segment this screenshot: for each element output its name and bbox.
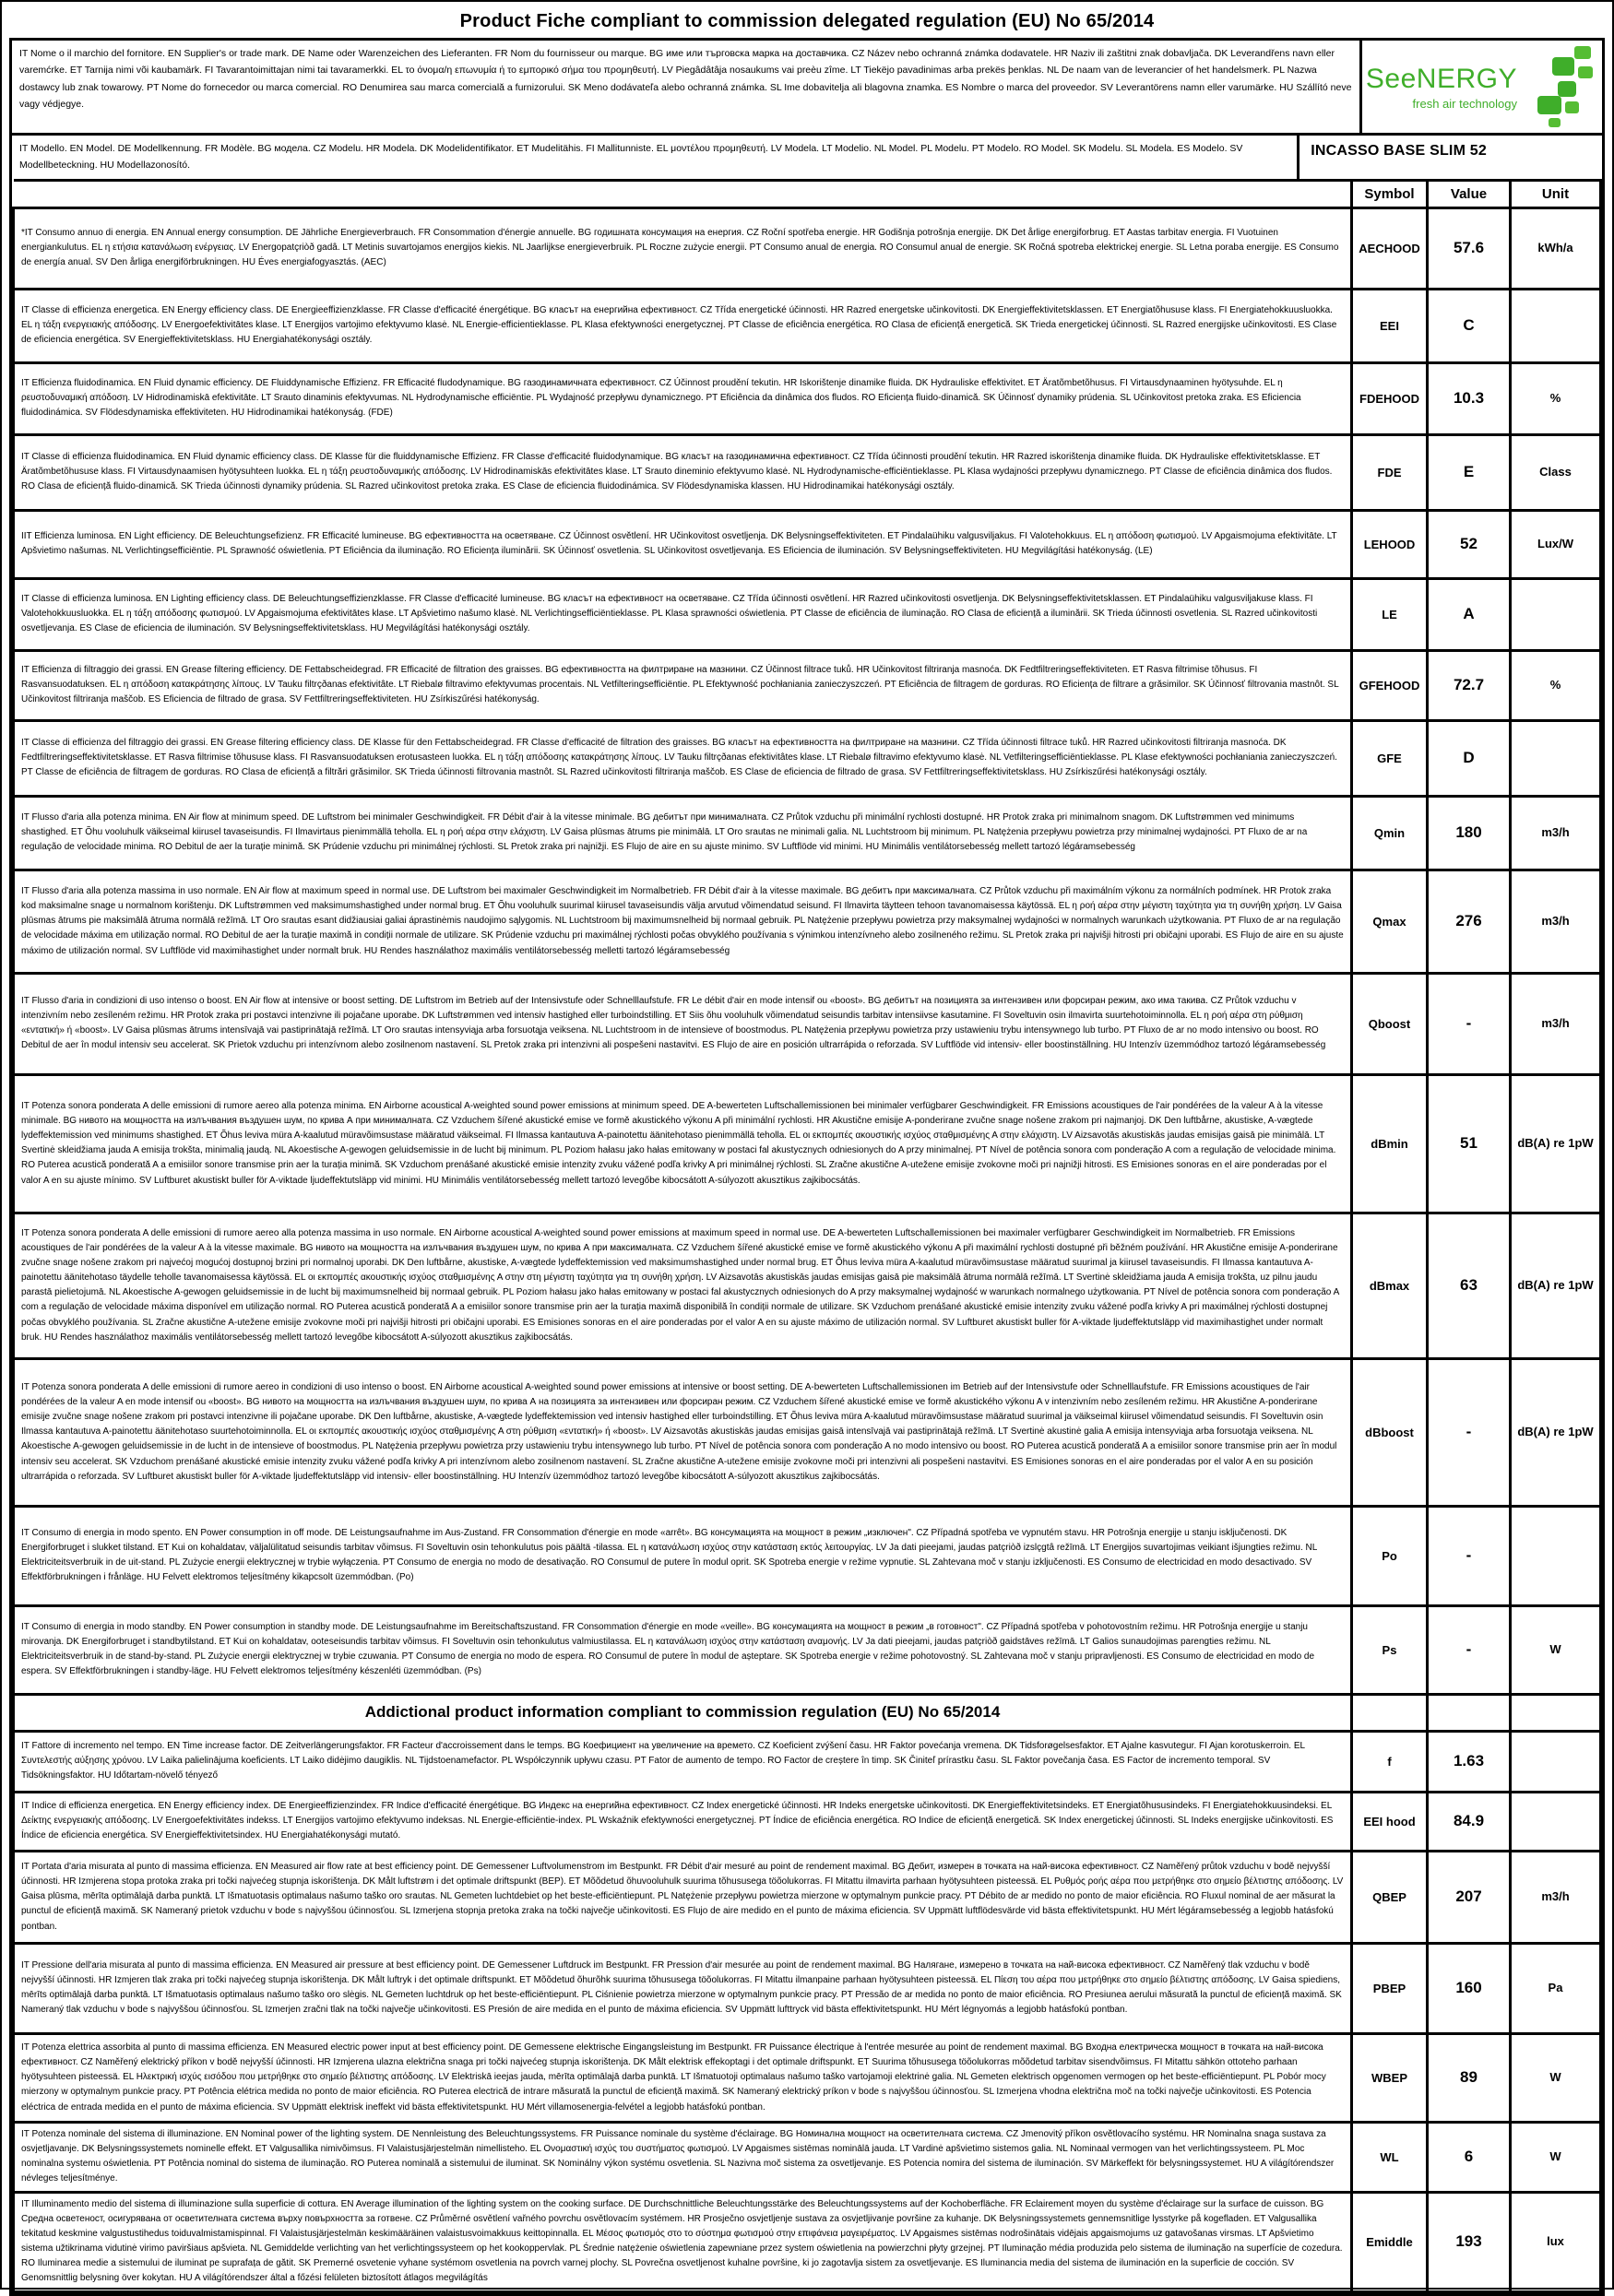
row-description: IT Potenza sonora ponderata A delle emissioni di rumore aereo alla potenza massima in uso normale. EN Airborne acoustical A-weighted sound power emissions at maximum speed in normal use. DE A-bewerteten Luftschallemissionen bei maximaler verfügbarer Geschwindigkeit im Normalbetrieb. FR Emissions acoustiques de l'air pondérées de la valeur A à la vitesse maximale. BG нивото на мощността на излъчвания въздушен шум, по крива А при максималната. CZ Vzduchem šířené akustické emise ve formě akustického výkonu A při maximální rychlosti dostupné při běžném používání. HR Akustične emisije A-ponderirane zvučne snage nošene zrakom pri najvećoj mogućoj dostupnoj brzini pri normalnoj uporabi. DK Den luftbårne, akustiske, A-vægtede lydeffektemission ved maksimumshastighed under normal brug. ET Õhus leviva müra A-kaalutud müravõimsustase määratud suurimal ja kiirusel tavaseisundis. FI Ilmassa kantautuva A-painotettu äänitehotaso täydelle teholle tavanomaisessa käytössä. EL οι εκπομπές ακουστικής ισχύος σταθμισμένης Α στην στη μέγιστη ταχύτητα για τη συνήθη χρήση. LV Aizsavotās akustiskās jaudas emisijas gaisā pie maksimālā ātruma normālā režīmā. LT Svertinė skleidžiama jauda A emisija trokšta, uz pilnu jaudu parastā pielietojumā. NL Akoestische A-gewogen geluidsemissie in de lucht bij maximumsnelheid bij normaal gebruik. PL Poziom hałasu jako hałas emitowany w postaci fal akustycznych odniesionych do A przy maksymalnej wydajność w warunkach normalnego użytkowania. PT Nível de potência sonora com ponderação A com a regulação de velocidade máxima disponível em utilização normal. RO Puterea acustică ponderată A a emisiilor sonore transmise prin aer la turația maximă disponibilă în condiții normale de utilizare. SK Vzduchom prenášané akustické emisie intenzity zvuku vážené podľa krivky A pri maximálnej rýchlosti dostupnej počas obvyklého používania. SL Zračne akustične A-utežene emisije zvokovne moči pri najvišji hitrosti pri običajni uporabi. ES Emisiones sonoras en el aire ponderadas por el valor A en su ajuste máximo de utilización normal. SV Luftburet akustiskt buller för A-viktade ljudeffektutsläpp vid maximihastighet under normalt bruk. HU Rendes használathoz maximális ventilátorsebesség mellett tartozó levegőbe kibocsátott A-súlyozott akusztikus zajkibocsátás. [14, 1213, 1352, 1358]
row-value: 193 [1428, 2192, 1511, 2291]
row-description: IT Pressione dell'aria misurata al punto di massima efficienza. EN Measured air pressure at best efficiency point. DE Gemessener Luftdruck im Bestpunkt. FR Pression d'air mesurée au point de rendement maximal. BG Налягане, измерено в точката на най-висока ефективност. CZ Naměřený tlak vzduchu v bodě nejvyšší účinnosti. HR Izmjeren tlak zraka pri točki najvećeg stupnja iskorištenja. DK Målt luftryk i det optimale driftspunkt. ET Mõõdetud õhurõhk suurima tõhususega töõolukorras. FI Mitattu ilmanpaine parhaan hyötysuhteen pisteessä. EL Πίεση του αέρα που μετρήθηκε στο σημείο βέλτιστης απόδοσης. LV Gaisa spiediens, mērīts optimālajā darba punktā. LT Išmatuotasis optimalaus našumo taško oro slėgis. NL Gemeten luchtdruk op het beste-efficiëntiepunt. PL Ciśnienie powietrza mierzone w optymalnym punkcie pracy. PT Pressão de ar medida no ponto de maior eficiência. RO Presiunea aerului măsurată la punctul de eficiență maximă. SK Nameraný tlak vzduchu v bode s najvyššou účinnosťou. SL Izmerjen zračni tlak na točki največje učinkovitosti. ES Presión de aire medida en el punto de máxima eficiencia. SV Uppmätt lufttryck vid bästa effektivitetspunkt. HU Mért légnyomás a legjobb hatásfokú pontban. [14, 1943, 1352, 2033]
row-unit: dB(A) re 1pW [1511, 1213, 1601, 1358]
row-unit: W [1511, 2122, 1601, 2192]
row-symbol [1352, 1694, 1428, 1731]
row-unit [1511, 578, 1601, 650]
row-symbol: EEI [1352, 289, 1428, 362]
row-description: *IT Consumo annuo di energia. EN Annual energy consumption. DE Jährliche Energieverbrauch. FR Consommation d'énergie annuelle. BG годишната консумация на енергия. CZ Roční spotřeba energie. HR Godišnja potrošnja energije. DK Det årlige energiforbrug. ET Aastas tarbitav energia. FI Vuotuinen energiankulutus. EL η ετήσια κατανάλωση ενέργειας. LV Energopatçriòð gadâ. LT Metinis suvartojamos energijos kiekis. NL Jaarlijkse energieverbruik. PL Roczne zużycie energii. PT Consumo anual de energia. RO Consumul anual de energie. SK Ročná spotreba elektrickej energie. SL Letna poraba energije. ES Consumo de energía anual. SV Den årliga energiförbrukningen. HU Éves energiafogyasztás. (AEC) [14, 207, 1352, 289]
row-value: - [1428, 1358, 1511, 1506]
row-description: IT Illuminamento medio del sistema di illuminazione sulla superficie di cottura. EN Average illumination of the lighting system on the cooking surface. DE Durchschnittliche Beleuchtungsstärke des Beleuchtungssystems auf der Kochoberfläche. FR Eclairement moyen du système d'éclairage sur la surface de cuisson. BG Средна осветеност, осигурявана от осветителната система върху повърхността за готвене. CZ Průměrné osvětlení vařného povrchu osvětlovacím systémem. HR Prosječno osvjetljenje sustava za osvjetljivanje površine za kuhanje. DK Belysningssystemets gennemsnitlige lysstyrke på kogefladen. ET Valgusallika tekitatud keskmine valgustustihedus toiduvalmistamispinnal. FI Valaistusjärjestelmän keskimääräinen valaistusvoimakkuus keittopinnalla. EL Μέσος φωτισμός στο το σύστημα φωτισμού στην επιφάνεια μαγειρέματος. LV Apgaismes sistēmas nodrošinātais vidējais apgaismojums uz gatavošanas virsmas. LT Apšvietimo sistema užtikrinama vidutinė virimo paviršiaus apšvieta. NL Gemiddelde verlichting van het verlichtingssysteem op het kookoppervlak. PL Średnie natężenie oświetlenia zapewniane przez system oświetlenia na powierzchni płyty grzejnej. PT Iluminação média produzida pelo sistema de iluminação na superfície de cozedura. RO Iluminarea medie a sistemului de iluminat pe suprafața de gătit. SK Premerné osvetenie vyhane systémom osvetlenia na povrch varnej plochy. SL Povrečna osvetljenost kuhalne površine, ki jo zagotavlja sistem za osvetljevanje. ES Iluminancia media del sistema de iluminación en la superficie de cocción. SV Genomsnittlig belysning över kokytan. HU A világítórendszer által a főzési felületen biztosított átlagos megvilágítás [14, 2192, 1352, 2291]
table-row-dbmax [14, 1213, 1601, 1358]
row-description: IT Flusso d'aria alla potenza massima in uso normale. EN Air flow at maximum speed in normal use. DE Luftstrom bei maximaler Geschwindigkeit im Normalbetrieb. FR Débit d'air à la vitesse maximale. BG дебитъ при максималната. CZ Průtok vzduchu při maximálním výkonu za normálních podmínek. HR Protok zraka kod maksimalne snage u normalnom korištenju. DK Luftstrømmen ved maksimumshastighed under normal brug. ET Õhu vooluhulk suurimal kiirusel tavaseisundis välja arvutud võimendatud seisund. FI Ilmavirta täytteen tehoon tavanomaisessa käytössä. EL η ροή αέρα στην μέγιστη ταχύτητα για τη συνήθη χρήση. LV Gaisa plūsmas ātrums pie maksimālā ātruma normālā režīmā. LT Oro srautas esant didžiausiai galiai áprastinėmis naudojimo sąlygomis. NL Luchtstroom bij maximumsnelheid bij normaal gebruik. PL Natężenie przepływu powietrza przy maksymalnej wydajności w normalnych warunkach użytkowania. PT Fluxo de ar na regulação de velocidade máxima em utilização normal. RO Debitul de aer la turație maximă in condiții normale de utilizare. SK Prúdenie vzduchu pri maximálnej rýchlosti počas obvyklého používania s výnimkou intenzívneho alebo zosilneného režimu. SL Pretok zraka pri najvišji hitrosti pri običajni uporabi. ES Flujo de aire en su ajuste máximo de utilización normal. SV Luftflöde vid maximihastighet under normalt bruk. HU Rendes használathoz maximális ventilátorsebesség melletti tartozó légáramsebesség [14, 870, 1352, 973]
row-unit: m3/h [1511, 973, 1601, 1074]
table-row-eei-class [14, 289, 1601, 362]
row-description: IT Efficienza fluidodinamica. EN Fluid dynamic efficiency. DE Fluiddynamische Effizienz. FR Efficacité fludodynamique. BG газодинамичната ефективност. CZ Účinnost proudění tekutin. HR Iskorištenje dinamike fluida. DK Hydrauliske effektivitet. ET Äratõmbetõhusus. FI Virtausdynaaminen hyötysuhde. EL η ρευστοδυναμική απόδοση. LV Hidrodinamiskā efektivitāte. LT Srauto dinaminis efektyvumas. NL Hydrodynamische efficiëntie. PL Wydajność przepływu dynamicznego. PT Eficiência da dinâmica dos fludos. RO Eficiența fluido-dinamică. SK Účinnosť dynamiky prúdenia. SL Učinkovitost pretoka zraka. ES Eficiencia fluidodinámica. SV Flödesdynamiska effektiviteten. HU Hidrodinamikai hatékonyság. (FDE) [14, 362, 1352, 434]
row-symbol: Ps [1352, 1605, 1428, 1694]
row-symbol: WBEP [1352, 2033, 1428, 2122]
additional-section-title: Addictional product information compliant to commission regulation (EU) No 65/2014 [14, 1694, 1352, 1731]
column-header-value: Value [1428, 180, 1511, 207]
row-symbol: LEHOOD [1352, 510, 1428, 578]
additional-section-header-row [14, 1694, 1601, 1731]
row-unit: % [1511, 650, 1601, 720]
row-value: A [1428, 578, 1511, 650]
model-row [12, 133, 1602, 179]
brand-logo [1362, 41, 1602, 133]
table-row-dbboost [14, 1358, 1601, 1506]
table-row-gfe-hood [14, 650, 1601, 720]
row-value: 57.6 [1428, 207, 1511, 289]
table-row-emiddle [14, 2192, 1601, 2291]
row-unit [1511, 289, 1601, 362]
row-symbol: Qmax [1352, 870, 1428, 973]
row-symbol: QBEP [1352, 1851, 1428, 1943]
row-symbol: AECHOOD [1352, 207, 1428, 289]
row-description: IT Flusso d'aria alla potenza minima. EN Air flow at minimum speed. DE Luftstrom bei minimaler Geschwindigkeit. FR Débit d'air à la vitesse minimale. BG дебитът при минималната. CZ Průtok vzduchu při minimální rychlosti dostupné. HR Protok zraka pri minimalnom snagom. DK Luftstrømmen ved minimums shastighed. ET Õhu vooluhulk väikseimal kiirusel tavaseisundis. FI Ilmavirtaus pienimmällä teholla. EL η ροή αέρα στην ελάχιστη. LV Gaisa plūsmas ātrums pie minimālā. LT Oro srautas ne minimali galia. NL Luchtstroom bij minimum. PL Natężenia przepływu powietrza przy minimalnej wydajności. PT Fluxo de ar na regulação de velocidade minima. RO Debitul de aer la turație minimă. SK Prúdenie vzduchu pri minimálnej rýchlosti. SL Pretok zraka pri najnižji. ES Flujo de aire en su ajuste minimo. SV Luftflöde vid minimi. HU Minimális ventilátorsebesség mellett tartozó légáramsebesség [14, 796, 1352, 870]
row-symbol: Emiddle [1352, 2192, 1428, 2291]
column-header-unit: Unit [1511, 180, 1601, 207]
fiche-sheet [9, 38, 1605, 2296]
table-row-qmax [14, 870, 1601, 973]
row-value: 63 [1428, 1213, 1511, 1358]
row-symbol: GFE [1352, 720, 1428, 796]
row-value: 1.63 [1428, 1731, 1511, 1792]
row-symbol: FDEHOOD [1352, 362, 1428, 434]
table-row-pbep [14, 1943, 1601, 2033]
row-symbol: dBboost [1352, 1358, 1428, 1506]
brand-tagline: fresh air technology [1412, 96, 1517, 111]
table-row-dbmin [14, 1074, 1601, 1213]
row-value: D [1428, 720, 1511, 796]
table-row-fde-hood [14, 362, 1601, 434]
row-unit [1511, 1731, 1601, 1792]
table-row-gfe-class [14, 720, 1601, 796]
row-description: IT Flusso d'aria in condizioni di uso intenso o boost. EN Air flow at intensive or boost setting. DE Luftstrom im Betrieb auf der Intensivstufe oder Schnelllaufstufe. FR Le débit d'air en mode intensif ou «boost». BG дебитът на позицията за интензивен или форсиран режим, ако има такива. CZ Průtok vzduchu v intenzivním nebo zesíleném režimu. HR Protok zraka pri postavci intenzivne ili pojačane uporabe. DK Luftstrømmen ved intensiv hastighed eller turboindstilling. ET Siis õhu vooluhulk võimendatud seisundis tarbitav intensiivse kasutamine. FI Soveltuvin osin ilmavirta suurtehotoiminnolla. EL η ροή αέρα στη ρύθμιση «εντατική» ή «boost». LV Gaisa plūsmas ātrums intensīvajā vai pastiprinātajā režīmā. LT Oro srautas intensyviąja arba forsuotąja veiksena. NL Luchtstroom in de intensieve of boostmodus. PL Natężenia przepływu powietrza przy ustawieniu trybu intensywnego lub turbo. PT Fluxo de ar no modo intensivo ou boost. RO Debitul de aer în modul intensiv seu accelerat. SK Prietok vzduchu pri intenzívnom alebo zosilnenom nastavení. SL Pretok zraka pri intenzivni ali pospešeni nastavitvi. ES Flujo de aire en posición ultrarrápida o reforzada. SV Luftflöde vid intensiv- eller boostinställning. HU Intenzív üzemmódhoz tartozó légáramsebesség [14, 973, 1352, 1074]
brand-logo-text [1366, 64, 1517, 111]
row-unit [1511, 1694, 1601, 1731]
row-unit: W [1511, 2033, 1601, 2122]
model-description: IT Modello. EN Model. DE Modellkennung. FR Modèle. BG модела. CZ Modelu. HR Modela. DK Modelidentifikator. ET Mudelitähis. FI Mallitunniste. EL μοντέλου προμηθευτή. LV Modela. LT Modelio. NL Model. PL Modelu. PT Modelo. RO Model. SK Modelu. SL Modela. ES Modelo. SV Modellbeteckning. HU Modellazonosító. [12, 136, 1300, 179]
table-row-qmin [14, 796, 1601, 870]
row-description: IT Potenza nominale del sistema di illuminazione. EN Nominal power of the lighting system. DE Nennleistung des Beleuchtungssystems. FR Puissance nominale du système d'éclairage. BG Номинална мощност на осветителната система. CZ Jmenovitý příkon osvětlovacího systému. HR Nominalna snaga sustava za osvjetljavanje. DK Belysningssystemets nominelle effekt. ET Valgusallika nimivõimsus. FI Valaistusjärjestelmän nimellisteho. EL Ονομαστική ισχύς του συστήματος φωτισμού. LV Apgaismes sistēmas nominālā jauda. LT Vardinė apšvietimo sistemos galia. NL Nominaal vermogen van het verlichtingssysteem. PL Moc nominalna systemu oświetlenia. PT Potência nominal do sistema de iluminação. RO Puterea nominală a sistemului de iluminat. SK Nominálny výkon systému osvetlenia. SL Nazivna moč sistema za osvetljevanje. ES Potencia nomira del sistema de iluminación. SV Märkeffekt för belysningssystemet. HU A világítórendszer névleges teljesítménye. [14, 2122, 1352, 2192]
row-value [1428, 1694, 1511, 1731]
row-unit: m3/h [1511, 796, 1601, 870]
table-row-ps [14, 1605, 1601, 1694]
page-title: Product Fiche compliant to commission delegated regulation (EU) No 65/2014 [459, 11, 1155, 31]
row-description: IT Consumo di energia in modo standby. EN Power consumption in standby mode. DE Leistungsaufnahme im Bereitschaftszustand. FR Consommation d'énergie en mode «veille». BG консумацията на мощност в режим „в готовност". CZ Případná spotřeba v pohotovostním režimu. HR Potrošnja energije u stanju mirovanja. DK Energiforbruget i standbytilstand. ET Kui on kohaldatav, ooteseisundis tarbitav võimsus. FI Soveltuvin osin tehonkulutus valmiustilassa. EL η κατανάλωση ισχύος στην κατάσταση αναμονής. LV Ja dati pieejami, jaudas patçriòð gaidstāves režīmā. LT Galios sunaudojimas parengties režimu. NL Elektriciteitsverbruik in de stand-by-stand. PL Zużycie energii elektrycznej w trybie czuwania. PT Consumo de energia no modo de espera. RO Consumul de putere în modul de așteptare. SK Spotreba energie v režime pohotovostný. SL Zahtevana moč v stanju pripravljenosti. ES Consumo de electricidad en modo de espera. SV Effektförbrukningen i standby-läge. HU Felvett elektromos teljesítmény készenléti üzemmódban. (Ps) [14, 1605, 1352, 1694]
row-value: 51 [1428, 1074, 1511, 1213]
table-row-le-class [14, 578, 1601, 650]
supplier-row [12, 41, 1602, 133]
row-value: - [1428, 1605, 1511, 1694]
table-row-eei-hood [14, 1792, 1601, 1851]
row-value: 52 [1428, 510, 1511, 578]
row-value: C [1428, 289, 1511, 362]
row-unit: Lux/W [1511, 510, 1601, 578]
row-value: 72.7 [1428, 650, 1511, 720]
table-row-wl [14, 2122, 1601, 2192]
row-value: - [1428, 973, 1511, 1074]
table-row-fde-class [14, 434, 1601, 510]
row-value: 89 [1428, 2033, 1511, 2122]
row-symbol: FDE [1352, 434, 1428, 510]
row-value: E [1428, 434, 1511, 510]
row-symbol: LE [1352, 578, 1428, 650]
row-description: IT Potenza sonora ponderata A delle emissioni di rumore aereo in condizioni di uso intenso o boost. EN Airborne acoustical A-weighted sound power emissions at intensive or boost setting. DE A-bewerteten Luftschallemissionen im Betrieb auf der Intensivstufe oder Schnelllaufstufe. FR Emissions acoustiques de l'air pondérées de la valeur A en mode intensif ou «boost». BG нивото на мощността на излъчвания въздушен шум, по крива А на позицията за интензивен или форсиран режим. CZ Vzduchem šířené akustické emise ve formě akustického výkonu A v intenzivním nebo zesíleném režimu. HR Akustične A-ponderirane emisije zvučne snage nošene zrakom pri postavci intenzivne ili pojačane uporabe. DK Den luftbårne, akustiske, A-vægtede lydeffektemission ved intensiv hastighed eller turboindstilling. ET Õhus leviva müra A-kaalutud müravõimsustase määratud suurimal ja väikseimal kiirusel võimendatud seisundis. FI Soveltuvin osin Ilmassa kantautuva A-painotettu äänitehotaso suurtehotoiminnolla. EL οι εκπομπές ακουστικής ισχύος σταθμισμένης Α στη ρύθμιση «εντατική» ή «boost». LV Aizsavotās akustiskās jaudas emisijas gaisā intensīvajā vai pastiprinātajā režīmā. LT Svertinė akustinė galia A emisija intensyviąja arba forsuotąja veiksena. NL Akoestische A-gewogen geluidsemissie in de lucht in de intensieve of boostmodus. PL Natężenia przepływu powietrza przy ustawieniu trybu intensywnego lub turbo. PT Nível de potência sonora com ponderação A no modo intensivo ou boost. RO Puterea acustică ponderată A a emisiilor sonore transmise prin aer în modul intensiv seu accelerat. SK Vzduchom prenášané akustické emisie intenzity zvuku vážené podľa krivky A pri intenzívnom alebo zosilnenom nastavení. SL Zračne akustične A-utežene emisije zvokovne moči pri intenzivni ali pospešeni nastavitvi. ES Emisiones sonoras en el aire ponderadas por el valor A en su posición ultrarrápida o reforzada. SV Luftburet akustiskt buller för A-viktade ljudeffektutsläpp vid intensiv- eller boostinställning. HU Intenzív üzemmódhoz tartozó levegőbe kibocsátott A-súlyozott akusztikus zajkibocsátás. [14, 1358, 1352, 1506]
row-symbol: PBEP [1352, 1943, 1428, 2033]
row-unit: lux [1511, 2192, 1601, 2291]
row-unit: dB(A) re 1pW [1511, 1074, 1601, 1213]
row-description: IT Indice di efficienza energetica. EN Energy efficiency index. DE Energieeffizienzindex. FR Indice d'efficacité énergétique. BG Индекс на енергийна ефективност. CZ Index energetické účinnosti. HR Indeks energetske učinkovitosti. DK Energieffektivitetsindeks. ET Energiatõhususindeks. FI Energiatehokkuusindeksi. EL Δείκτης ενεργειακής απόδοσης. LV Energoefektivitātes indekss. LT Energijos vartojimo efektyvumo indeksas. NL Energie-efficiëntie-index. PL Wskaźnik efektywności energetycznej. PT Índice de eficiência energética. RO Indice de eficiență energetică. SK Index energetickej účinnosti. SL Indeks energijske učinkovitosti. ES Índice de eficiencia energética. SV Energieffektivitetsindex. HU Energiahatékonysági mutató. [14, 1792, 1352, 1851]
row-symbol: dBmin [1352, 1074, 1428, 1213]
row-description: IT Efficienza di filtraggio dei grassi. EN Grease filtering efficiency. DE Fettabscheidegrad. FR Efficacité de filtration des graisses. BG ефективността на филтриране на мазнини. CZ Účinnost filtrace tuků. HR Učinkovitost filtriranja masnoća. DK Fedtfiltreringseffektiviteten. ET Rasva filtrimise tõhusus. FI Rasvansuodatuksen. EL η απόδοση κατακράτησης λίπους. LV Tauku filtrçðanas efektivitâte. LT Riebalø filtravimo efektyvumas procentais. NL Vetfilteringsefficiëntie. PL Efektywność pochłaniania zanieczyszczeń. PT Eficiência de filtragem de gorduras. RO Eficiența de filtrare a grăsimilor. SK Účinnosť filtrovania mastnôt. SL Učinkovitost filtriranja maščob. ES Eficiencia de filtrado de grasa. SV Fettfiltreringseffektiviteten. HU Zsírkiszűrési hatékonyság. [14, 650, 1352, 720]
column-header-symbol: Symbol [1352, 180, 1428, 207]
leaf-blocks-icon [1526, 44, 1598, 129]
row-description: IT Classe di efficienza fluidodinamica. EN Fluid dynamic efficiency class. DE Klasse für die fluiddynamische Effizienz. FR Classe d'efficacité fluidodynamique. BG класът на газодинамична ефективност. CZ Třída účinnosti proudění tekutin. HR Razred iskorištenja dinamike fluida. DK Hydrauliske effektivitetsklasse. ET Äratõmbetõhususe klass. FI Virtausdynaamisen hyötysuhteen luokka. EL η τάξη ρευστοδυναμικής απόδοσης. LV Hidrodinamiskās efektivitātes klase. LT Srauto dineminio efektyvumo klasė. NL Hydrodynamische-efficiëntieklasse. PL Klasa wydajności przepływu dynamicznego. PT Classe de eficiência dinâmica dos fludos. RO Clasa de eficiență fluido-dinamică. SK Trieda účinnosti dynamiky prúdenia. SL Razred učinkovitost pretoka zraka. ES Clase de eficiencia fluidodinámica. SV Flödesdynamiska klassen. HU Hidrodinamikai hatékonysági osztály. [14, 434, 1352, 510]
row-value: 84.9 [1428, 1792, 1511, 1851]
row-value: 6 [1428, 2122, 1511, 2192]
row-unit: dB(A) re 1pW [1511, 1358, 1601, 1506]
row-unit [1511, 1792, 1601, 1851]
table-row-f [14, 1731, 1601, 1792]
row-unit [1511, 1506, 1601, 1605]
table-row-qbep [14, 1851, 1601, 1943]
row-unit: kWh/a [1511, 207, 1601, 289]
row-value: 180 [1428, 796, 1511, 870]
row-unit: Pa [1511, 1943, 1601, 2033]
row-description: IIT Efficienza luminosa. EN Light efficiency. DE Beleuchtungsefizienz. FR Efficacité lumineuse. BG ефективността на осветяване. CZ Účinnost osvětlení. HR Učinkovitost osvetljenja. DK Belysningseffektiviteten. ET Pindalaühiku valgusviljakus. FI Valotehokkuus. EL η απόδοση φωτισμού. LV Apgaismojuma efektivitāte. LT Apšvietimo našumas. NL Verlichtingsefficiëntie. PL Sprawność oświetlenia. PT Eficiência da iluminação. RO Eficiența iluminării. SK Účinnosť osvetlenia. SL Učinkovitost osvetljevanja. ES Eficiencia de iluminación. SV Belysningseffektiviteten. HU Megvilágítási hatékonyság. (LE) [14, 510, 1352, 578]
row-value: 10.3 [1428, 362, 1511, 434]
row-symbol: EEI hood [1352, 1792, 1428, 1851]
row-symbol: Qboost [1352, 973, 1428, 1074]
row-description: IT Fattore di incremento nel tempo. EN Time increase factor. DE Zeitverlängerungsfaktor. FR Facteur d'accroissement dans le temps. BG Коефициент на увеличение на времето. CZ Koeficient zvýšení času. HR Faktor povećanja vremena. DK Tidsforøgelsesfaktor. ET Ajalne kasvutegur. FI Ajan korotuskerroin. EL Συντελεστής αύξησης χρόνου. LV Laika palielinājuma koeficients. LT Laiko didėjimo daugiklis. NL Tijdstoenamefactor. PL Współczynnik upływu czasu. PT Fator de aumento de tempo. RO Factor de creștere în timp. SK Činiteľ prírastku času. SL Faktor povečanja časa. ES Factor de incremento temporal. SV Tidsökningsfaktor. HU Időtartam-növelő tényező [14, 1731, 1352, 1792]
column-header-spacer [14, 180, 1352, 207]
row-description: IT Classe di efficienza luminosa. EN Lighting efficiency class. DE Beleuchtungseffizienzklasse. FR Classe d'efficacité lumineuse. BG класът на ефективност на осветяване. CZ Třída účinnosti osvětlení. HR Razred učinkovitosti osvetljenja. DK Belysningseffektivitetsklassen. ET Pindalaühiku valgusviljakuse klass. FI Valotehokkuusluokka. EL η τάξη απόδοσης φωτισμού. LV Apgaismojuma efektivitātes klase. LT Apšvietimo našumo klasė. NL Verlichtingsefficiëntieklasse. PL Klasa sprawności oświetlenia. PT Classe de eficiência de iluminação. RO Clasa de eficiență a iluminării. SK Trieda účinnosti osvetlenia. SL Razred učinkovitosti osvetljevanja. ES Clase de eficiencia de iluminación. SV Belysningseffektivitetsklass. HU Megvilágítási hatékonysági osztály. [14, 578, 1352, 650]
table-row-le-hood [14, 510, 1601, 578]
row-unit: % [1511, 362, 1601, 434]
row-symbol: WL [1352, 2122, 1428, 2192]
model-value: INCASSO BASE SLIM 52 [1311, 143, 1487, 159]
table-row-po [14, 1506, 1601, 1605]
row-symbol: dBmax [1352, 1213, 1428, 1358]
row-value: 160 [1428, 1943, 1511, 2033]
row-description: IT Classe di efficienza energetica. EN Energy efficiency class. DE Energieeffizienzklasse. FR Classe d'efficacité énergétique. BG класът на енергийна ефективност. CZ Třída energetické účinnosti. HR Razred energetske učinkovitosti. DK Energieffektivitetsklassen. ET Energiatõhususe klass. FI Energiatehokkuusluokka. EL η τάξη ενεργειακής απόδοσης. LV Energoefektivitātes klase. LT Energijos vartojimo efektyvumo klasė. NL Energie-efficientieklasse. PL Klasa efektywności energetycznej. PT Classe de eficiência energética. RO Clasa de eficiență energetică. SK Trieda energetickej účinnosti. SL Razred energijske učinkovitosti. ES Clase de eficiencia energética. SV Energieffektivitetsklass. HU Energiahatékonysági osztály. [14, 289, 1352, 362]
table-row-qboost [14, 973, 1601, 1074]
row-description: IT Potenza sonora ponderata A delle emissioni di rumore aereo alla potenza minima. EN Airborne acoustical A-weighted sound power emissions at minimum speed. DE A-bewerteten Luftschallemissionen bei minimaler verfügbarer Geschwindigkeit. FR Emissions acoustiques de l'air pondérées de la valeur A à la vitesse minimale. BG нивото на мощността на излъчвания въздушен шум, по крива А при минималната. CZ Vzduchem šířené akustické emise ve formě akustického výkonu A při minimální rychlosti. HR Akustične emisije A-ponderirane zvučne snage nošene zrakom pri najmanjoj. DK Den luftbårne, akustiske, A-vægtede lydeffektemission ved minimums shastighed. ET Õhus leviva müra A-kaalutud müravõimsustase määratud väikseimal. FI Ilmassa kantautuva A-painotettu äänitehotaso pienimmällä teholla. EL οι εκπομπές ακουστικής ισχύος σταθμισμένης Α στην ελάχιστη. LV Aizsavotās akustiskās jaudas emisijas gaisā pie minimālā. LT Svertinė skleidžiama jauda A emisija trokšta, minimalią jaudą. NL Akoestische A-gewogen geluidsemissie in de lucht bij minimum. PL Poziom hałasu jako hałas emitowany w postaci fal akustycznych odniesionych do A przy minimalnej. PT Nível de potência sonora com ponderação A com a regulação de velocidade minima. RO Puterea acustică ponderată A a emisiilor sonore transmise prin aer la turația minimă. SK Vzduchom prenášané akustické emisie intenzity zvuku vážené podľa krivky A pri minimálnej rýchlosti. SL Zračne akustične A-utežene emisije zvokovne moči pri najnižji hitrosti. ES Emisiones sonoras en el aire ponderadas por el valor A en su ajuste mínimo. SV Luftburet akustiskt buller för A-viktade ljudeffektutsläpp vid minimi. HU Minimális ventilátorsebesség mellett tartozó levegőbe kibocsátott A-súlyozott akusztikus zajkibocsátás. [14, 1074, 1352, 1213]
row-symbol: GFEHOOD [1352, 650, 1428, 720]
row-symbol: Qmin [1352, 796, 1428, 870]
column-header-row [14, 180, 1601, 207]
fiche-table [12, 179, 1602, 2293]
table-row-wbep [14, 2033, 1601, 2122]
row-unit: Class [1511, 434, 1601, 510]
row-description: IT Consumo di energia in modo spento. EN Power consumption in off mode. DE Leistungsaufnahme im Aus-Zustand. FR Consommation d'énergie en mode «arrêt». BG консумацията на мощност в режим „изключен". CZ Případná spotřeba ve vypnutém stavu. HR Potrošnja energije u stanju isključenosti. DK Energiforbruget i slukket tilstand. ET Kui on kohaldatav, väljalülitatud seisundis tarbitav võimsus. FI Soveltuvin osin tehonkulutus pois päältä -tilassa. EL η κατανάλωση ισχύος στην κατάσταση εκτός λειτουργίας. LV Ja dati pieejami, jaudas patçriòð izslçgtâ režīmā. LT Energijos suvartojimas veikiant išjungties režimu. NL Elektriciteitsverbruik in de uit-stand. PL Zużycie energii elektrycznej w trybie wyłączenia. PT Consumo de energia no modo de desativação. RO Consumul de putere în modul oprit. SK Spotreba energie v režime vypnutie. SL Zahtevana moč v stanju izključenosti. ES Consumo de electricidad en modo desactivado. SV Effektförbrukningen i frånläge. HU Felvett elektromos teljesítmény kikapcsolt üzemmódban. (Po) [14, 1506, 1352, 1605]
row-description: IT Classe di efficienza del filtraggio dei grassi. EN Grease filtering efficiency class. DE Klasse für den Fettabscheidegrad. FR Classe d'efficacité de filtration des graisses. BG класът на ефективността на филтриране на мазнини. CZ Třída účinnosti filtrace tuků. HR Razred učinkovitosti filtriranja masnoća. DK Fedtfiltreringseffektivitetsklasse. ET Rasva filtrimise tõhususe klass. FI Rasvansuodatuksen erotusasteen luokka. EL η τάξη απόδοσης κατακράτησης λίπους. LV Tauku filtrçðanas efektivitâtes klase. LT Riebalø filtravimo efektyvumo klasė. NL Vetfilteringsefficiëntieklasse. PL Klase efektywności pochłaniania zanieczyszczeń. PT Classe de eficiência de filtragem de gorduras. RO Clasa de eficiență a filtrări grăsimilor. SK Trieda účinnosti filtrovania mastnôt. SL Razred učinkovitosti filtriranja maščob. ES Clase de eficiencia de filtrado de grasa. SV Fettfiltreringseffektivitetsklass. HU Zsírkiszűrési hatékonysági osztály. [14, 720, 1352, 796]
row-value: 276 [1428, 870, 1511, 973]
row-unit [1511, 720, 1601, 796]
row-unit: m3/h [1511, 1851, 1601, 1943]
row-symbol: f [1352, 1731, 1428, 1792]
row-unit: m3/h [1511, 870, 1601, 973]
row-symbol: Po [1352, 1506, 1428, 1605]
table-row-aec [14, 207, 1601, 289]
supplier-description: IT Nome o il marchio del fornitore. EN Supplier's or trade mark. DE Name oder Warenzeichen des Lieferanten. FR Nom du fournisseur ou marque. BG име или търговска марка на доставчика. CZ Název nebo ochranná známka dodavatele. HR Naziv ili zaštitni znak dobavljača. DK Leverandřens navn eller varemćrke. ET Tarnija nimi või kaubamärk. FI Tavarantoimittajan nimi tai tavaramerkki. EL το όνομα/η επωνυμία ή το εμπορικό σήμα του προμηθευτή. LV Piegâdâtâja nosaukums vai preèu zîme. LT Tiekëjo pavadinimas arba prekës þenklas. NL De naam van de leverancier of het handelsmerk. PL Nazwa dostawcy lub znak towarowy. PT Nome do fornecedor ou marca comercial. RO Denumirea sau marca comercială a furnizorului. SK Meno dodávateľa alebo ochranná známka. SL Ime dobavitelja ali blagovna znamka. ES Nombre o marca del proveedor. SV Leverantörens namn eller varumärke. HU Szállító neve vagy védjegye. [12, 41, 1362, 133]
row-description: IT Potenza elettrica assorbita al punto di massima efficienza. EN Measured electric power input at best efficiency point. DE Gemessene elektrische Eingangsleistung im Bestpunkt. FR Puissance électrique à l'entrée mesurée au point de rendement maximal. BG Входна електрическа мощност в точката на най-висока ефективност. CZ Naměřený elektrický příkon v bodě nejvyšší účinnosti. HR Izmjerena ulazna električna snaga pri točki najvećeg stupnja iskorištenja. DK Målt elektrisk effekoptagi i det optimale driftspunkt. ET Suurima tõhususega töõolukorras mõõdetud tarbitav sisendvõimsus. FI Mitattu sähkön ottoteho parhaan hyötysuhteen pisteessä. EL Ηλεκτρική ισχύς εισόδου που μετρήθηκε στο σημείο βέλτιστης απόδοσης. LV Elektriskā ieejas jauda, mērīta optimālajā darba punktā. LT Išmatuotoji optimalaus našumo taško vartojamoji elektrinė galia. NL Gemeten elektrisch opgenomen vermogen op het beste-efficiëntiepunt. PL Pobór mocy mierzony w optymalnym punkcie pracy. PT Potência elétrica medida no ponto de maior eficiência. RO Puterea electrică de intrare măsurată la punctul de eficiență maximă. SK Nameraný elektrický príkon v bode s najvyššou účinnosťou. SL Izmerjena vhodna električna moč na točki največje učinkovitosti. ES Potencia eléctrica de entrada medida en el punto de máxima eficiencia. SV Uppmätt elektrisk ineffekt vid bästa effektivitetspunkt. HU Mért villamosenergia-felvétel a legjobb hatásfokú pontban. [14, 2033, 1352, 2122]
row-unit: W [1511, 1605, 1601, 1694]
brand-name: SeeNERGY [1365, 63, 1517, 94]
row-value: 207 [1428, 1851, 1511, 1943]
row-value: - [1428, 1506, 1511, 1605]
row-description: IT Portata d'aria misurata al punto di massima efficienza. EN Measured air flow rate at best efficiency point. DE Gemessener Luftvolumenstrom im Bestpunkt. FR Débit d'air mesuré au point de rendement maximal. BG Дебит, измерен в точката на най-висока ефективност. CZ Naměřený průtok vzduchu v bodě nejvyšší účinnosti. HR Izmjerena stopa protoka zraka pri točki najvećeg stupnja iskorištenja. DK Målt luftstrøm i det optimale driftspunkt (BEP). ET Mõõdetud õhuvooluhulk suurima tõhususega töõolukorras. FI Mitattu ilmavirta parhaan hyötysuhteen pisteessä. EL Ρυθμός ροής αέρα που μετρήθηκε στο σημείο βέλτιστης απόδοσης. LV Gaisa plūsma, mērīta optimālajā darba punktā. LT Išmatuotasis optimalaus našumo taško oro srautas. NL Gemeten luchtdebiet op het beste-efficiëntiepunt. PL Natężenie przepływu powietrza mierzone w optymalnym punkcie pracy. PT Débito de ar medido no ponto de maior eficiência. RO Fluxul nominal de aer măsurat la punctul de eficiență maximă. SK Nameraný prietok vzduchu v bode s najvyššou účinnosťou. SL Izmerjena stopnja pretoka zraka na točki največje učinkovitosti. ES Flujo de aire medido en el punto de máxima eficiencia. SV Uppmätt luftflödesvärde vid bästa effektivitetspunkt. HU Mért légáramsebesség a legjobb hatásfokú pontban. [14, 1851, 1352, 1943]
